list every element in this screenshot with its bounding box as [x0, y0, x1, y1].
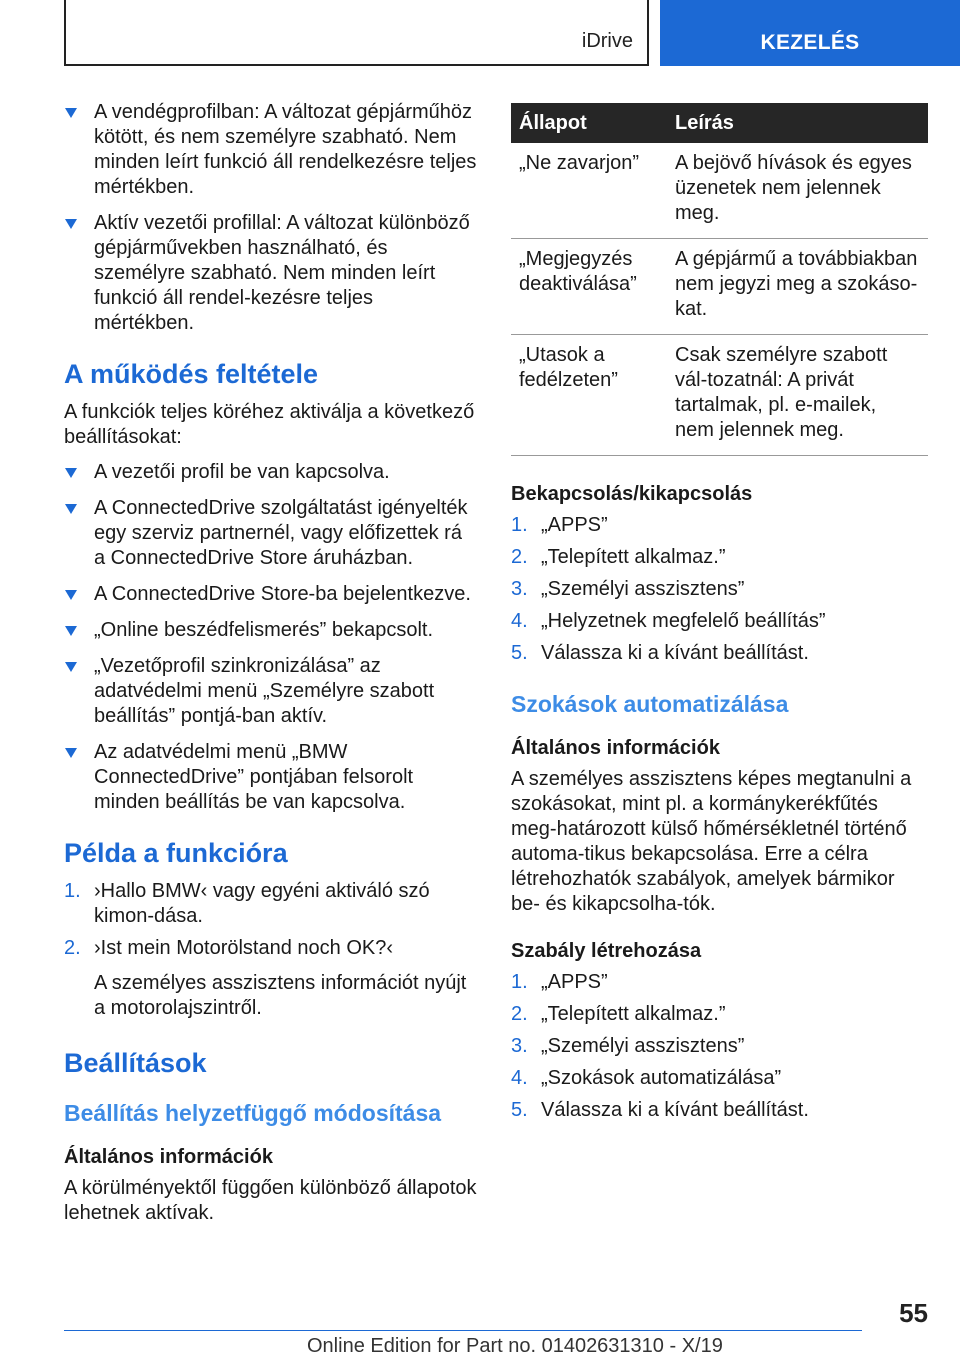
example-step-list	[64, 879, 478, 1021]
header-chapter-label: KEZELÉS	[760, 31, 860, 54]
table-cell: A bejövő hívások és egyes üzenetek nem jelennek meg.	[667, 143, 928, 239]
list-item: 5. Válassza ki a kívánt beállítást.	[511, 1099, 809, 1121]
list-item: A ConnectedDrive szolgáltatást igényelték egy szerviz partnernél, vagy előfizettek rá a ConnectedDrive Store áruházban.	[64, 496, 478, 571]
table-header-row	[511, 103, 928, 143]
habits-heading: Szokások automatizálása	[511, 691, 789, 717]
conditions-heading: A működés feltétele	[64, 359, 319, 389]
settings-heading: Beállítások	[64, 1048, 207, 1078]
table-row	[511, 143, 928, 239]
triangle-bullet-icon	[65, 468, 77, 478]
example-heading: Példa a funkcióra	[64, 838, 288, 868]
header-chapter-tab	[660, 0, 960, 66]
table-cell: A gépjármű a továbbiakban nem jegyzi meg a szokáso-kat.	[667, 239, 928, 335]
triangle-bullet-icon	[65, 626, 77, 636]
table-header-description: Leírás	[667, 103, 928, 143]
conditions-bullet-list	[64, 460, 478, 815]
list-item: Az adatvédelmi menü „BMW ConnectedDrive” pontjában felsorolt minden beállítás be van kapcsolva.	[64, 740, 478, 815]
table-cell: „Ne zavarjon”	[511, 143, 667, 239]
list-item: 2. ›Ist mein Motorölstand noch OK?‹ A személyes asszisztens információt nyújt a motorolajszintről.	[64, 936, 478, 1021]
triangle-bullet-icon	[65, 504, 77, 514]
step-result-text: A személyes asszisztens információt nyújt a motorolajszintről.	[94, 972, 467, 1019]
triangle-bullet-icon	[65, 748, 77, 758]
header-section-title: iDrive	[581, 30, 633, 52]
triangle-bullet-icon	[65, 590, 77, 600]
list-item: A vezetői profil be van kapcsolva.	[64, 460, 478, 485]
table-header-state: Állapot	[511, 103, 667, 143]
situational-heading: Beállítás helyzetfüggő módosítása	[64, 1100, 442, 1126]
footer-edition-text: Online Edition for Part no. 01402631310 - X/19	[307, 1335, 723, 1357]
left-column	[64, 100, 478, 1236]
list-item: 1. „APPS”	[511, 971, 608, 993]
list-item: „Vezetőprofil szinkronizálása” az adatvédelmi menü „Személyre szabott beállítás” pontjá-ban aktív.	[64, 654, 478, 729]
general-info-heading: Általános információk	[64, 1146, 273, 1168]
list-item: Aktív vezetői profillal: A változat különböző gépjárművekben használható, és személyre szabható. Nem minden leírt funkció áll rendel-kezésre teljes mértékben.	[64, 211, 478, 336]
list-item: 5. Válassza ki a kívánt beállítást.	[511, 642, 809, 664]
list-item: A ConnectedDrive Store-ba bejelentkezve.	[64, 582, 478, 607]
right-column	[511, 103, 928, 1130]
table-row	[511, 335, 928, 456]
table-cell: „Megjegyzés deaktiválása”	[511, 239, 667, 335]
table-cell: Csak személyre szabott vál-tozatnál: A privát tartalmak, pl. e-mailek, nem jelennek meg.	[667, 335, 928, 456]
list-item: 1. ›Hallo BMW‹ vagy egyéni aktiváló szó kimon-dása.	[64, 880, 430, 927]
state-table	[511, 103, 928, 456]
rule-step-list	[511, 970, 928, 1123]
triangle-bullet-icon	[65, 662, 77, 672]
footer-divider	[64, 1330, 862, 1331]
header-section-box	[64, 0, 649, 66]
list-item: 4. „Szokások automatizálása”	[511, 1067, 782, 1089]
general-info-text: A körülményektől függően különböző állapotok lehetnek aktívak.	[64, 1177, 477, 1224]
list-item: 3. „Személyi asszisztens”	[511, 578, 745, 600]
triangle-bullet-icon	[65, 219, 77, 229]
list-item: 1. „APPS”	[511, 514, 608, 536]
list-item: A vendégprofilban: A változat gépjárműhöz kötött, és nem személyre szabható. Nem minden leírt funkció áll rendelkezésre teljes mértékben.	[64, 100, 478, 200]
list-item: 3. „Személyi asszisztens”	[511, 1035, 745, 1057]
onoff-heading: Bekapcsolás/kikapcsolás	[511, 483, 753, 505]
list-item: „Online beszédfelismerés” bekapcsolt.	[64, 618, 478, 643]
conditions-text: A funkciók teljes köréhez aktiválja a következő beállításokat:	[64, 401, 475, 448]
list-item: 2. „Telepített alkalmaz.”	[511, 546, 726, 568]
table-cell: „Utasok a fedélzeten”	[511, 335, 667, 456]
list-item: 2. „Telepített alkalmaz.”	[511, 1003, 726, 1025]
table-row	[511, 239, 928, 335]
onoff-step-list	[511, 513, 928, 666]
habits-info-heading: Általános információk	[511, 737, 720, 759]
list-item: 4. „Helyzetnek megfelelő beállítás”	[511, 610, 826, 632]
intro-bullet-list	[64, 100, 478, 336]
triangle-bullet-icon	[65, 108, 77, 118]
page-number: 55	[899, 1298, 928, 1328]
habits-info-text: A személyes asszisztens képes megtanulni a szokásokat, mint pl. a kormánykerékfűtés meg-határozott külső hőmérsékletnél történő automa-tikus bekapcsolása. Erre a célra létrehozhatók szabályok, amelyek bármikor be- és kikapcsolha-tók.	[511, 768, 912, 915]
rule-heading: Szabály létrehozása	[511, 940, 702, 962]
